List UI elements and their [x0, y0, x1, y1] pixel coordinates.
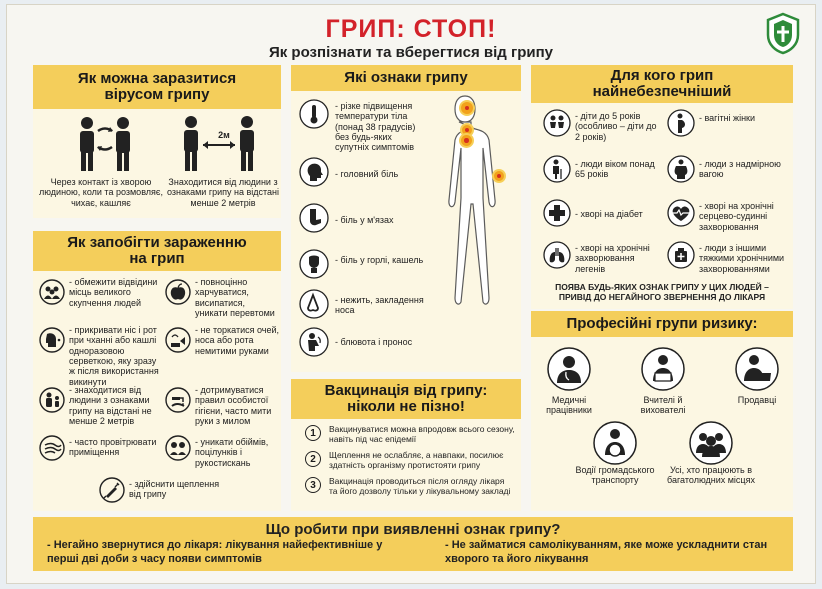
- infection-panel: [33, 65, 281, 218]
- chest-marker: [461, 135, 472, 146]
- headache-icon: [299, 157, 329, 187]
- distance-icon: [179, 113, 259, 173]
- runny-nose-icon: [299, 289, 329, 319]
- prevention-text-1: - обмежити відвідини місць великого скупчення людей: [69, 277, 158, 308]
- vaccination-panel: [291, 379, 521, 511]
- prevention-text-7: - часто провітрювати приміщення: [69, 437, 157, 458]
- risk-text-2: - вагітні жінки: [699, 113, 756, 123]
- crowd-icon: [39, 279, 65, 305]
- risk-text-1: - діти до 5 років (особливо – діти до 2 років): [575, 111, 657, 142]
- symptoms-panel: [291, 65, 521, 372]
- no-handshake-icon: [165, 435, 191, 461]
- ventilation-icon: [39, 435, 65, 461]
- lungs-icon: [543, 241, 571, 269]
- cough-icon: [39, 327, 65, 353]
- symptom-icon-wrap-1: [299, 99, 329, 134]
- vaccination-number-3: 3: [305, 477, 321, 493]
- vaccination-text-2: Щеплення не ослабляє, а навпаки, посилює здатність організму протистояти грипу: [329, 450, 504, 470]
- sore-throat-icon: [299, 249, 329, 279]
- symptom-text-4: - біль у горлі, кашель: [335, 255, 424, 265]
- handwash-icon: [165, 387, 191, 413]
- no-touch-face-icon: [165, 327, 191, 353]
- profession-text-3: Продавці: [737, 395, 777, 405]
- professions-heading: Професійні групи ризику:: [531, 311, 793, 337]
- infection-text-1: Через контакт із хворою людиною, коли та розмовляє, чихає, кашляє: [39, 177, 163, 208]
- risk-text-4: - люди з надмірною вагою: [699, 159, 781, 180]
- prevention-text-8: - уникати обіймів, поцілунків і рукостискань: [195, 437, 269, 468]
- professions-panel: [531, 311, 793, 511]
- page-subtitle: Як розпізнати та вберегтися від грипу: [268, 44, 554, 61]
- prevention-text-4: - не торкатися очей, носа або рота немитими руками: [195, 325, 280, 356]
- vaccination-text-3: Вакцинація проводиться після огляду лікаря та його дозволу тільки у лікувальному закладі: [329, 476, 511, 496]
- infection-heading: Як можна заразитися вірусом грипу: [33, 65, 281, 109]
- crowd-work-icon: [689, 421, 733, 465]
- symptom-icon-wrap-2: [299, 157, 329, 192]
- vaccination-heading: Вакцинація від грипу: ніколи не пізно!: [291, 379, 521, 419]
- driver-icon: [593, 421, 637, 465]
- symptom-icon-wrap-3: [299, 203, 329, 238]
- throat-marker: [462, 125, 472, 135]
- sick-person-icon: [39, 387, 65, 413]
- risk-text-6: - хворі на хронічні серцево-судинні захворювання: [699, 201, 774, 232]
- symptom-text-1: - різке підвищення температури тіла (понад 38 градусів) без будь-яких супутніх симптомів: [335, 101, 416, 153]
- diabetes-icon: [543, 199, 571, 227]
- prevention-text-6: - дотримуватися правил особистої гігієни, часто мити руки з милом: [195, 385, 272, 427]
- risk-heading: Для кого грип найнебезпечніший: [531, 65, 793, 103]
- profession-text-4: Водії громадського транспорту: [575, 465, 655, 486]
- infographic-poster: [6, 4, 816, 584]
- apple-icon: [165, 279, 191, 305]
- risk-text-3: - люди віком понад 65 років: [575, 159, 655, 180]
- vaccination-number-2: 2: [305, 451, 321, 467]
- elderly-icon: [543, 155, 571, 183]
- overweight-icon: [667, 155, 695, 183]
- action-left-text: - Негайно звернутися до лікаря: лікування найефективніше у перші дві доби з часу появи симптомів: [47, 539, 383, 565]
- chronic-icon: [667, 241, 695, 269]
- syringe-icon: [99, 477, 125, 503]
- pregnant-icon: [667, 109, 695, 137]
- prevention-heading: Як запобігти зараженню на грип: [33, 231, 281, 271]
- profession-text-2: Вчителі й вихователі: [640, 395, 686, 416]
- risk-text-5: - хворі на діабет: [575, 209, 643, 219]
- prevention-text-3: - прикривати ніс і рот при чханні або кашлі одноразовою серветкою, яку зразу ж після використання викинути: [69, 325, 159, 387]
- risk-panel: [531, 65, 793, 309]
- doctor-icon: [547, 347, 591, 391]
- thermometer-icon: [299, 99, 329, 129]
- symptom-text-2: - головний біль: [335, 169, 399, 179]
- distance-label: 2м: [218, 130, 230, 140]
- symptoms-heading: Які ознаки грипу: [291, 65, 521, 91]
- prevention-text-5: - знаходитися від людини з ознаками грипу на відстані не менше 2 метрів: [69, 385, 152, 427]
- risk-warning: ПОЯВА БУДЬ-ЯКИХ ОЗНАК ГРИПУ У ЦИХ ЛЮДЕЙ – ПРИВІД ДО НЕГАЙНОГО ЗВЕРНЕННЯ ДО ЛІКАРЯ: [555, 282, 769, 302]
- profession-text-5: Усі, хто працюють в багатолюдних місцях: [667, 465, 755, 486]
- symptom-icon-wrap-5: [299, 289, 329, 324]
- prevention-panel: [33, 231, 281, 511]
- teacher-icon: [641, 347, 685, 391]
- symptom-icon-wrap-4: [299, 249, 329, 284]
- muscle-pain-icon: [299, 203, 329, 233]
- seller-icon: [735, 347, 779, 391]
- risk-text-7: - хворі на хронічні захворювання легенів: [575, 243, 650, 274]
- page-title: ГРИП: СТОП!: [325, 15, 497, 43]
- risk-text-8: - люди з іншими тяжкими хронічними захворюваннями: [699, 243, 785, 274]
- symptom-icon-wrap-6: [299, 327, 329, 362]
- action-heading: Що робити при виявленні ознак грипу?: [265, 521, 561, 538]
- vaccination-number-1: 1: [305, 425, 321, 441]
- profession-text-1: Медичні працівники: [546, 395, 592, 416]
- vomiting-icon: [299, 327, 329, 357]
- symptom-text-3: - біль у м'язах: [335, 215, 394, 225]
- prevention-text-9: - здійснити щеплення від грипу: [129, 479, 220, 500]
- heart-icon: [667, 199, 695, 227]
- symptom-text-6: - блювота і пронос: [335, 337, 413, 347]
- head-marker: [461, 102, 473, 114]
- arm-marker: [494, 171, 504, 181]
- ministry-emblem-icon: [763, 11, 803, 55]
- vaccination-text-1: Вакцинуватися можна впродовж всього сезону, навіть під час епідемії: [329, 424, 515, 444]
- people-contact-icon: [73, 113, 137, 173]
- action-right-text: - Не займатися самолікуванням, яке може ускладнити стан хворого та його лікування: [445, 539, 768, 565]
- symptom-text-5: - нежить, закладення носа: [335, 295, 424, 316]
- prevention-text-2: - повноцінно харчуватися, висипатися, уникати перевтоми: [195, 277, 275, 319]
- children-icon: [543, 109, 571, 137]
- infection-text-2: Знаходитися від людини з ознаками грипу на відстані менше 2 метрів: [166, 177, 280, 208]
